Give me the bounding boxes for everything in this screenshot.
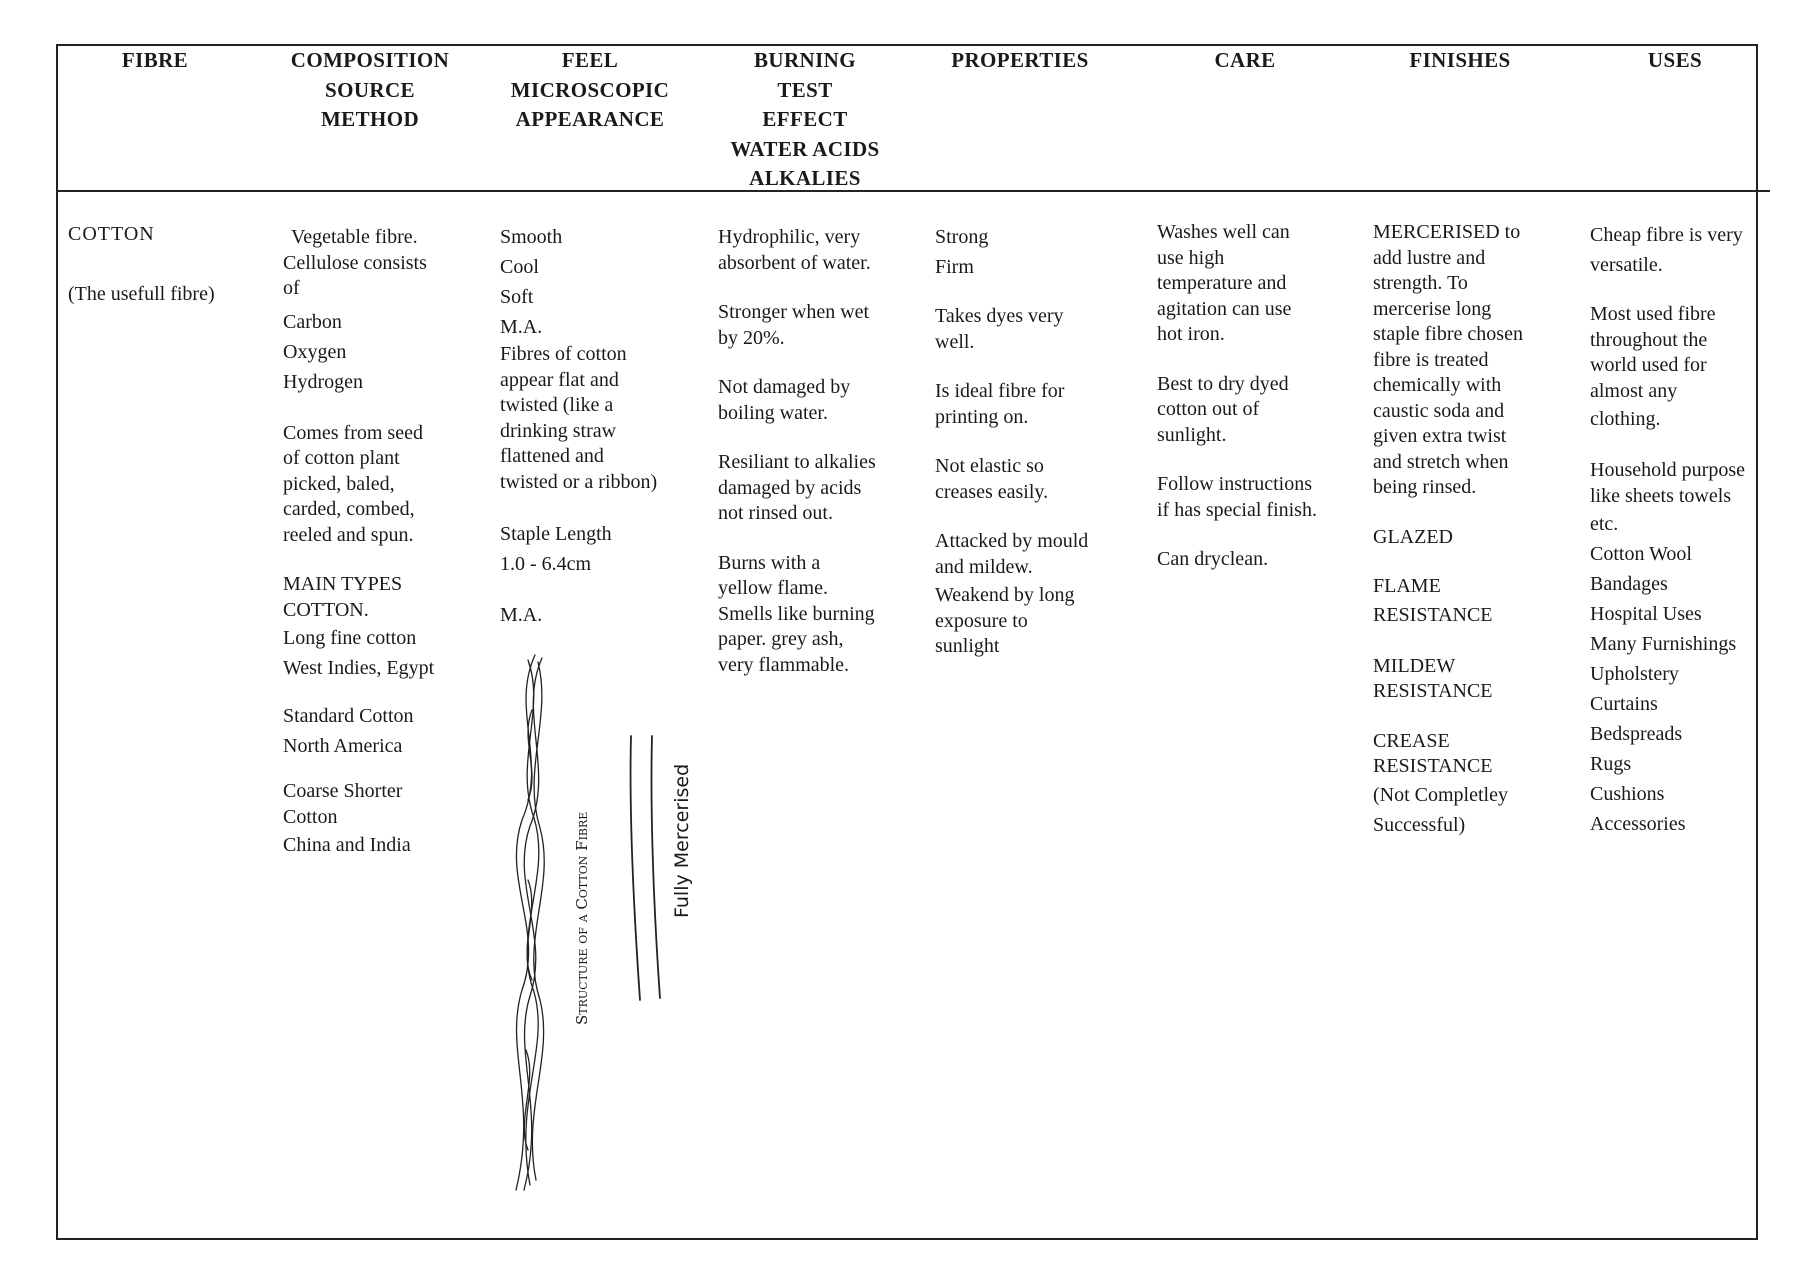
burning-line: damaged by acids <box>718 476 862 499</box>
properties-line: well. <box>935 330 975 353</box>
header-line: USES <box>1647 48 1703 72</box>
care-line: Can dryclean. <box>1157 548 1269 570</box>
header-line: PROPERTIES <box>951 48 1089 72</box>
composition-line: of cotton plant <box>283 447 400 469</box>
mercerised-fibre-diagram <box>626 734 666 1004</box>
finishes-line: given extra twist <box>1373 425 1507 447</box>
uses-line: Household purpose <box>1590 459 1745 481</box>
composition-line: Vegetable fibre. <box>291 226 418 248</box>
care-line: agitation can use <box>1157 297 1292 320</box>
burning-line: boiling water. <box>718 401 828 424</box>
composition-line: China and India <box>283 834 411 856</box>
composition-line: Comes from seed <box>283 421 423 444</box>
finishes-line: Successful) <box>1373 813 1466 836</box>
cotton-fibre-structure-label: Structure of a Cotton Fibre <box>573 811 591 1025</box>
header-line: FIBRE <box>121 48 189 72</box>
uses-list-item: Bedspreads <box>1590 723 1683 745</box>
uses-list-item: Many Furnishings <box>1590 633 1737 655</box>
header-line: EFFECT <box>762 107 848 131</box>
burning-line: Not damaged by <box>718 376 851 398</box>
finishes-line: mercerise long <box>1373 297 1492 320</box>
composition-line: Cellulose consists <box>283 251 427 274</box>
composition-line: North America <box>283 735 403 757</box>
header-fibre <box>80 46 230 76</box>
header-line: COMPOSITION <box>290 48 450 72</box>
uses-line: etc. <box>1590 513 1619 535</box>
properties-column <box>935 222 1088 660</box>
finishes-line: MILDEW <box>1373 654 1456 677</box>
feel-line: twisted or a ribbon) <box>500 470 658 493</box>
finishes-line: and stretch when <box>1373 450 1509 473</box>
finishes-line: MERCERISED to <box>1373 221 1521 243</box>
header-line: TEST <box>777 77 833 102</box>
header-line: CARE <box>1214 48 1276 72</box>
care-column <box>1157 220 1317 573</box>
element-item: Oxygen <box>283 340 347 363</box>
header-line: ALKALIES <box>749 166 861 190</box>
composition-line: Standard Cotton <box>283 705 414 727</box>
finishes-line: CREASE <box>1373 729 1450 752</box>
uses-list-item: Bandages <box>1590 573 1668 595</box>
properties-line: Attacked by mould <box>935 530 1089 552</box>
feel-line: drinking straw <box>500 419 617 442</box>
uses-line: throughout the <box>1590 328 1708 351</box>
feel-column <box>500 222 657 629</box>
finishes-line: RESISTANCE <box>1373 680 1493 702</box>
composition-line: reeled and spun. <box>283 523 414 546</box>
staple-length-label: Staple Length <box>500 523 612 545</box>
finishes-line: fibre is treated <box>1373 348 1489 371</box>
burning-line: absorbent of water. <box>718 251 871 274</box>
header-finishes <box>1380 46 1540 76</box>
composition-line: West Indies, Egypt <box>283 657 435 679</box>
feel-quality: Smooth <box>500 226 563 248</box>
properties-line: creases easily. <box>935 480 1049 503</box>
finishes-line: caustic soda and <box>1373 399 1505 422</box>
feel-quality: Soft <box>500 286 534 308</box>
header-line: FEEL <box>561 48 619 72</box>
burning-line: Stronger when wet <box>718 301 870 323</box>
properties-line: Firm <box>935 256 974 278</box>
properties-line: Takes dyes very <box>935 305 1064 327</box>
uses-list-item: Upholstery <box>1590 663 1679 685</box>
burning-column <box>718 225 876 678</box>
finishes-line: RESISTANCE <box>1373 603 1493 626</box>
care-line: Follow instructions <box>1157 473 1313 495</box>
composition-line: Cotton <box>283 805 338 828</box>
cotton-fibre-structure-diagram <box>500 650 560 1200</box>
uses-list-item: Accessories <box>1590 813 1686 835</box>
finishes-line: FLAME <box>1373 575 1441 597</box>
care-line: Best to dry dyed <box>1157 372 1289 395</box>
burning-line: Hydrophilic, very <box>718 226 861 248</box>
finishes-line: GLAZED <box>1373 525 1453 548</box>
burning-line: by 20%. <box>718 326 785 349</box>
composition-line: carded, combed, <box>283 498 415 520</box>
feel-line: Fibres of cotton <box>500 343 627 365</box>
uses-list-item: Cotton Wool <box>1590 543 1692 565</box>
feel-line: twisted (like a <box>500 394 614 416</box>
element-item: Hydrogen <box>283 370 363 393</box>
uses-list-item: Rugs <box>1590 753 1632 775</box>
finishes-line: RESISTANCE <box>1373 755 1493 777</box>
ma-label: M.A. <box>500 604 543 626</box>
main-types-heading: COTTON. <box>283 598 369 621</box>
header-burning <box>705 46 905 194</box>
uses-line: like sheets towels <box>1590 484 1732 507</box>
header-line: METHOD <box>320 107 420 131</box>
finishes-line: chemically with <box>1373 374 1502 396</box>
header-care <box>1170 46 1320 76</box>
properties-line: Strong <box>935 226 989 248</box>
fully-mercerised-label: Fully Mercerised <box>671 763 693 918</box>
feel-quality: Cool <box>500 256 539 278</box>
header-line: WATER ACIDS <box>730 136 880 161</box>
composition-line: Long fine cotton <box>283 627 417 649</box>
staple-length-value: 1.0 - 6.4cm <box>500 553 592 575</box>
feel-line: appear flat and <box>500 368 619 391</box>
finishes-line: strength. To <box>1373 272 1468 294</box>
properties-line: sunlight <box>935 635 1000 657</box>
properties-line: and mildew. <box>935 555 1033 578</box>
uses-line: Most used fibre <box>1590 303 1716 325</box>
header-properties <box>935 46 1105 76</box>
uses-list-item: Cushions <box>1590 783 1665 805</box>
uses-list-item: Curtains <box>1590 693 1658 715</box>
ma-label: M.A. <box>500 316 543 338</box>
properties-line: Weakend by long <box>935 584 1075 606</box>
header-uses <box>1600 46 1750 76</box>
finishes-column <box>1373 220 1523 840</box>
properties-line: printing on. <box>935 405 1029 428</box>
finishes-line: being rinsed. <box>1373 476 1477 498</box>
burning-line: very flammable. <box>718 653 850 676</box>
burning-line: not rinsed out. <box>718 502 833 524</box>
header-line: APPEARANCE <box>515 107 665 131</box>
header-divider <box>56 190 1770 192</box>
header-feel <box>490 46 690 135</box>
uses-list-item: Hospital Uses <box>1590 603 1702 625</box>
main-types-heading: MAIN TYPES <box>283 573 403 595</box>
burning-line: Burns with a <box>718 551 821 574</box>
burning-line: Resiliant to alkalies <box>718 451 876 473</box>
header-composition <box>275 46 465 135</box>
properties-line: Not elastic so <box>935 455 1044 477</box>
care-line: if has special finish. <box>1157 498 1317 521</box>
header-line: FINISHES <box>1409 48 1511 72</box>
uses-line: Cheap fibre is very <box>1590 224 1743 246</box>
header-line: SOURCE <box>325 77 415 102</box>
uses-line: versatile. <box>1590 254 1663 276</box>
care-line: Washes well can <box>1157 221 1290 243</box>
finishes-line: (Not Completley <box>1373 783 1508 806</box>
feel-line: flattened and <box>500 445 604 467</box>
properties-line: Is ideal fibre for <box>935 380 1065 402</box>
uses-line: almost any <box>1590 379 1678 402</box>
fibre-nickname: (The usefull fibre) <box>68 282 215 305</box>
care-line: sunlight. <box>1157 423 1227 446</box>
properties-line: exposure to <box>935 609 1028 632</box>
element-item: Carbon <box>283 310 342 333</box>
finishes-line: add lustre and <box>1373 246 1486 269</box>
care-line: cotton out of <box>1157 398 1260 420</box>
care-line: temperature and <box>1157 272 1287 294</box>
uses-line: world used for <box>1590 354 1707 376</box>
uses-line: clothing. <box>1590 408 1661 430</box>
composition-column <box>283 225 434 860</box>
composition-line: of <box>283 277 300 299</box>
burning-line: yellow flame. <box>718 577 828 599</box>
fibre-name: COTTON <box>68 223 155 245</box>
burning-line: paper. grey ash, <box>718 628 844 650</box>
header-line: MICROSCOPIC <box>510 77 670 102</box>
header-line: BURNING <box>754 48 856 72</box>
composition-line: Coarse Shorter <box>283 780 403 802</box>
composition-line: picked, baled, <box>283 472 395 495</box>
uses-column <box>1590 220 1745 839</box>
burning-line: Smells like burning <box>718 602 875 625</box>
fibre-column <box>68 222 215 307</box>
finishes-line: staple fibre chosen <box>1373 323 1523 345</box>
care-line: hot iron. <box>1157 323 1225 345</box>
care-line: use high <box>1157 246 1225 269</box>
